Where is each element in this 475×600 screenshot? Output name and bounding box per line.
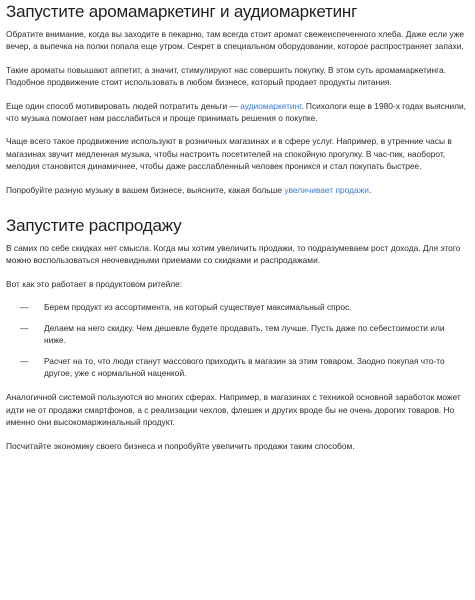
dash-bullet: — (20, 322, 29, 333)
section-heading-sale: Запустите распродажу (6, 216, 182, 236)
list-item-text: Делаем на него скидку. Чем дешевле будете продавать, тем лучше. Пусть даже по себестоимости или ниже. (44, 322, 445, 346)
paragraph-retail-music: Чаще всего такое продвижение используют в розничных магазинах и в сфере услуг. Например, в утренние часы в магазинах звучит медленная музыка, чтобы настроить посетителей на спокойную прогулку. В час-пик, наоборот, мелодия становится динамичнее, чтобы даже расслабленный человек проникся и стал покупать быстрее. (6, 136, 452, 172)
section-heading-aroma-audio-marketing: Запустите аромамаркетинг и аудиомаркетинг (6, 2, 358, 21)
list-item (6, 322, 467, 347)
text-segment: . Психологи еще в 1980-х годах выяснили, что музыка помогает нам расслабиться и проще принимать решения о покупке. (6, 100, 467, 124)
paragraph-analog-system: Аналогичной системой пользуются во многих сферах. Например, в магазинах с техникой основной заработок может идти не от продажи смартфонов, а с реализации чехлов, флешек и других вроде бы не очень дорогих товаров. Но именно они высокомаржинальный продукт. (6, 392, 461, 428)
list-item-text: Расчет на то, что люди станут массового приходить в магазин за этим товаром. Заодно покупая что-то другое, уже с нормальной наценкой. (44, 355, 445, 378)
paragraph-try-music (6, 184, 467, 196)
dash-bullet: — (20, 355, 29, 366)
dash-list (6, 301, 467, 379)
text-segment: . (368, 184, 372, 195)
list-item (6, 301, 467, 313)
dash-bullet: — (20, 302, 29, 313)
increase-sales-link[interactable]: увеличивает продажи (284, 184, 369, 195)
paragraph-aroma-appetite: Такие ароматы повышают аппетит, а значит, стимулируют нас совершить покупку. В этом суть аромамаркетинга. Подобное продвижение стоит использовать в любом бизнесе, который продает продукты питания. (6, 64, 446, 88)
paragraph-retail-intro: Вот как это работает в продуктовом ритейле: (6, 278, 183, 289)
paragraph-discounts: В самих по себе скидках нет смысла. Когда мы хотим увеличить продажи, то подразумеваем рост дохода. Для этого можно воспользоваться неочевидными приемами со скидками и распродажами. (6, 243, 461, 266)
text-segment: Попробуйте разную музыку в вашем бизнесе, выясните, какая больше (6, 184, 285, 195)
paragraph-audio-marketing (6, 100, 467, 125)
text-segment: Еще один способ мотивировать людей потратить деньги — (6, 100, 241, 111)
list-item (6, 355, 467, 380)
paragraph-bakery-aroma: Обратите внимание, когда вы заходите в пекарню, там всегда стоит аромат свежеиспеченного хлеба. Даже если уже вечер, а выпечка на полки попала еще утром. Секрет в специальном оборудовании, которое распространяет запахи. (6, 29, 464, 52)
list-item-text: Берем продукт из ассортимента, на который существует максимальный спрос. (44, 302, 352, 313)
paragraph-calculate-economy: Посчитайте экономику своего бизнеса и попробуйте увеличить продажи таким способом. (6, 440, 355, 451)
audio-marketing-link[interactable]: аудиомаркетинг (240, 100, 302, 111)
